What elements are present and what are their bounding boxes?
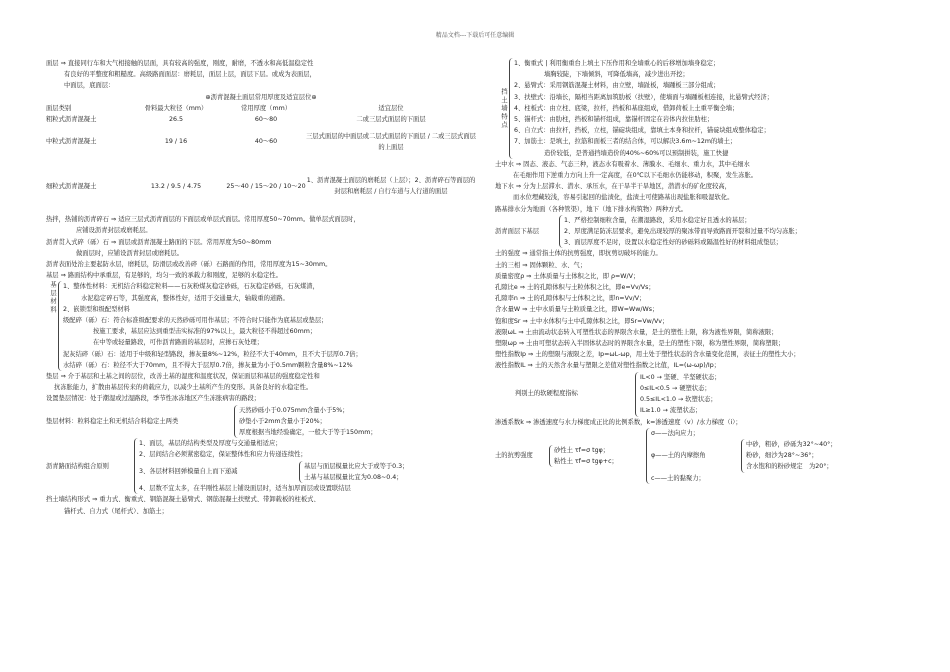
table-cell: 1、沥青混凝土面层的磨耗层（上层）；2、沥青碎石等面层的封层和磨耗层 / 自行车道与人行道的面层 [306,177,476,196]
paragraph-line: 抗冻胀能力，扩散由基层传来的荷载应力，以减少土基所产生的变形。具备良好的水稳定性。 [54,384,313,392]
list-item: 造价较低，是普通挡墙造价的40%~60%可以预制拼装，施工快捷 [544,149,729,157]
list-item: 粘性土 τf=σ tgφ+c； [554,457,618,465]
list-item: 1、衡重式 | 利用衡重台上填土下压作用和全墙重心的后移增加墙身稳定； [514,60,720,67]
soil-property-line: 塑性指数Ip ⇒ 土的塑限与液限之差，Ip=ωL-ωp，用土处于塑性状态的含水量变化范围，表征土的塑性大小； [495,351,800,359]
plasticity-block [495,372,915,417]
list-item: c——土的黏聚力； [651,474,705,482]
soil-property-line: 液性指数IL ⇒ 土的天然含水量与塑限之差值对塑性指数之比值，IL=(ω-ωp)/Ip； [495,362,721,370]
paragraph-line: 在毛细作用下逆重力方向上升一定高度，在0℃以下毛细水仍能移动，积聚，发生冻胀。 [513,172,758,180]
soil-property-line: 塑限ωp ⇒ 土由可塑状态转入半固体状态时的界限含水量，是土的塑性下限，称为塑性界限，简称塑限； [495,340,785,348]
paragraph-line: 热拌，热铺的沥青碎石 ⇒ 适应三层式沥青面层的下面层或单层式面层。常用厚度50~70mm。做单层式面层时， [46,216,360,224]
paragraph-line: 土中水 ⇒ 固态、液态、气态三种，液态水有吸着水、薄膜水、毛细水、重力水，其中毛细水 [495,160,750,168]
list-item-text: φ——土的内摩擦角 [651,452,706,460]
paragraph-line: 路基排水分为地面（各种管渠），地下（地下排水构筑物）两种方式。 [495,205,688,213]
list-item: 0.5≤IL<1.0 → 软塑状态； [640,396,717,404]
list-item: 0≤IL<0.5 → 硬塑状态； [640,384,711,392]
list-item: σ——法向应力； [651,429,700,437]
left-column [46,58,476,517]
shear-formula-list [549,445,646,467]
intro-line: 中面层，底面层： [64,82,115,90]
table-row [46,158,476,214]
list-item: 含水饱和的粉砂规定 为20°； [746,463,833,471]
list-item: 基层与面层模量比应大于或等于0.3； [304,462,409,470]
list-item: 在中等或轻量路段，可作沥青路面的基层时，应掺石灰处理； [93,339,264,347]
table-title: ⊕沥青混凝土面层常用厚度及适宜层位⊕ [205,93,317,101]
plasticity-label: 判别土的软硬程度指标 [515,390,578,398]
list-item: 7、加筋土：是填土，拉筋和面板三者的结合体，可以解决3.6m~12m的墙土； [514,138,737,146]
list-item: 土基与基层模量比宜为0.08~0.4； [304,473,403,481]
paragraph-line: 地下水 ⇒ 分为上层滞水、潜水、承压水，在干旱半干旱地区，潜潜水的矿化度较高， [495,183,731,191]
list-item [139,461,476,483]
list-item: 2、嵌锁型和级配型材料 [63,305,130,313]
retaining-wall-label: 挡土墙特点 [500,87,507,130]
list-item: 泥灰结碎（砾）石：适用于中级和轻型路段，掺灰量8%~12%，粒径不大于40mm，且不大于层厚0.7倍； [63,350,362,358]
shear-variable-list [646,428,915,484]
table-row [46,125,476,158]
list-item: 1、严格控制细粒含量，在潮湿路段，采用水稳定好且透水的基层； [564,216,751,224]
right-column [495,58,915,484]
list-item: 2、层间结合必须紧密稳定，保证整体性和应力传递连续性； [139,451,307,459]
friction-angle-list [741,439,837,473]
table-header-cell: 面层类别 [46,104,72,112]
table-header-cell: 常用厚度（mm） [240,104,292,112]
cushion-material-list [234,405,377,439]
list-item: 3、扶壁式：沿墙长，隔相当距离加筑肋板（扶壁），使墙面与墙踵板相连接，比悬臂式经济； [514,93,774,101]
table-cell: 三层式面层的中面层或二层式面层的下面层 / 二或三层式面层的上面层 [306,132,476,151]
table-cell: 19 / 16 [164,138,188,146]
table-cell: 13.2 / 9.5 / 4.75 [150,182,202,190]
paragraph-line: 垫层 ⇒ 介于基层和土基之间的层位，改善土基的湿度和温度状况，保证面层和基层的强度稳定性和 [46,373,320,381]
table-cell: 粗粒式沥青混凝土 [46,116,97,124]
structure-principle-block [46,438,476,494]
list-item: 2、悬臂式：采用钢筋混凝土材料，由立壁，墙趾板，墙踵板三部分组成； [514,82,720,90]
list-item: 水结碎（砾）石：粒径不大于70mm，且不得大于层厚0.7倍，掺灰量为小于0.5mm颗粒含量8%~12% [63,361,353,369]
table-cell: 中粒式沥青混凝土 [46,138,97,146]
list-item: 中砂，粗砂，砂砾为32°~40°； [746,440,837,448]
asphalt-base-label: 沥青面层下基层 [495,228,540,236]
list-item: IL≥1.0 → 流塑状态； [640,407,702,415]
paragraph-line: 锚杆式、自力式（尾杆式）、加筋土； [64,507,168,515]
list-item: 级配碎（砾）石：符合标准级配要求的天然砂砾可用作基层；不符合时只能作为底基层或垫层； [63,317,328,325]
list-item: 4、层数不宜太多，在半刚性基层上铺设面层时，适当加厚面层或设置联结层 [139,485,351,493]
cushion-material-block [46,405,476,439]
table-cell: 26.5 [168,116,184,124]
asphalt-base-block [495,215,915,249]
paragraph-line: 做面层时，应铺设沥青封层或磨耗层。 [76,249,184,257]
soil-property-line: 含水量W ⇒ 土中水质量与土粒质量之比，即W=Ww/Ws； [495,306,659,314]
list-item: 天然砂砾小于0.075mm含量小于5%； [239,406,349,414]
list-item: 墙胸较陡，下墙倾斜，可降低墙高，减少进出开挖； [544,71,689,79]
table-row [46,114,476,125]
soil-property-line: 液限ωL ⇒ 土由流动状态转入可塑性状态的界限含水量，是土的塑性上限，称为液性界限，简称液限； [495,328,778,336]
intro-line: 面层 ⇒ 直接同行车和大气相接触的层面，具有较高的强度，刚度，耐磨，不透水和高低温稳定性 [46,60,314,67]
paragraph-line: 沥青表面处治主要起防水层，磨耗层，防滑层或改善碎（砾）石路面的作用，常用厚度为15~30mm。 [46,261,332,269]
list-item: 6、自立式：由拉杆，挡板，立柱，锚碇块组成，靠填土本身和拉杆，锚碇块组成整体稳定； [514,127,770,135]
base-material-list [58,281,476,371]
table-header-cell: 骨料最大粒径（mm） [144,104,208,112]
modulus-ratio-list [299,461,408,483]
base-material-block [46,281,476,371]
permeability-line: 渗透系数k ⇒ 渗透速度与水力梯度成正比的比例系数，k=渗透速度（v）/水力梯度（i）； [495,418,742,426]
list-item: 砂垫小于2mm含量小于20%； [239,417,326,425]
table-header-cell: 适宜层位 [378,104,404,112]
soil-property-line: 孔隙率n ⇒ 土的孔隙体积与土体积之比，即n=Vv/V； [495,295,646,303]
list-item: IL<0 → 坚硬、半坚硬状态； [640,373,721,381]
table-cell: 二或三层式面层的下面层 [356,116,426,124]
list-item: 水泥稳定碎石等，其强度高，整体性好，适用于交通量大，轴载重的道路。 [81,294,289,302]
list-item-text: 3、各层材料回弹模量自上而下递减 [139,468,238,476]
asphalt-base-list [559,215,915,249]
paragraph-line: 沥青贯入式碎（砾）石 ⇒ 面层或沥青混凝土路面的下层。常用厚度为50~80mm [46,238,272,246]
paragraph-line: 设置垫层情况：处于潮湿或过湿路段，季节性冰冻地区产生冻胀病害的路段； [46,395,261,403]
structure-principle-list [134,438,476,494]
soil-property-line: 饱和度Sr ⇒ 土中水体积与土中孔隙体积之比，即Sr=Vw/Vv； [495,317,669,325]
shear-strength-block [495,428,915,484]
list-item [651,439,915,473]
base-material-label: 基层材料 [49,281,56,315]
list-item: 粉砂，细沙为28°~36°； [746,452,818,460]
list-item: 1、整体性材料：无机结合料稳定粒料——石灰粉煤灰稳定砂砾，石灰稳定砂砾，石灰煤渣， [63,283,319,291]
paragraph-line: 而水位埋藏较浅，容易引起回的盐渍化，盐渍土可使路基出现盐胀和吸湿软化。 [513,194,734,202]
table-cell: 25～40 / 15～20 / 10～20 [226,182,306,190]
list-item: 5、锚杆式：由肋柱，挡板和锚杆组成，靠锚杆固定在岩体内拉住肋柱； [514,116,714,124]
soil-property-line: 土的强度 ⇒ 通常指土体的抗剪强度，即抗剪切破坏的能力。 [495,250,662,258]
structure-principle-label: 沥青路面结构组合原则 [46,462,109,470]
paragraph-line: 应铺设沥青封层或磨耗层。 [76,227,152,235]
retaining-wall-block [495,58,915,159]
table-cell: 40～60 [254,138,278,146]
plasticity-list [635,372,721,417]
soil-property-line: 孔隙比e ⇒ 土的孔隙体积与土粒体积之比，即e=Vv/Vs； [495,284,655,292]
retaining-wall-list [509,58,915,159]
list-item: 3、面层厚度不足时，设置以水稳定性好的砂砾料或隔温性好的材料组成垫层； [564,239,783,247]
table-header [46,103,476,114]
shear-strength-label: 土的抗剪强度 [495,452,533,460]
paragraph-line: 挡土墙结构形式 ⇒ 重力式、衡重式、钢筋混凝土悬臂式、钢筋混凝土扶壁式、带卸载板的柱板式、 [46,496,320,504]
intro-line: 有良好的平整度和粗糙度。高级路面面层：磨耗层，面层上层，面层下层。或成为表面层， [64,71,316,79]
table-cell: 细粒式沥青混凝土 [46,182,97,190]
cushion-material-label: 垫层材料：粒料稳定土和无机结合料稳定土两类 [46,417,179,425]
paragraph-line: 基层 ⇒ 路面结构中承重层，有足够的，均匀一致的承载力和刚度，足够的水稳定性。 [46,272,282,280]
soil-property-line: 土的三相 ⇒ 固体颗粒、水、气； [495,261,587,269]
soil-property-line: 质量密度ρ ⇒ 土体质量与土体积之比，即 ρ=W/V； [495,272,640,280]
table-cell: 60～80 [254,116,278,124]
list-item: 1、面层，基层的结构类型及厚度与交通量相适应； [139,440,282,448]
list-item: 4、柱板式：由立柱、底梁，拉杆，挡板和基座组成，借卸荷板上土重平衡全墙； [514,104,739,112]
list-item: 按施工要求，基层应达到重型击实标准的97%以上，最大粒径不得超过60mm； [93,328,317,336]
page-header: 精品文档---下载后可任意编辑 [435,32,515,39]
list-item: 厚度根据当地经验确定，一般大于等于150mm； [239,429,377,437]
list-item: 2、厚度满足防冻层要求，避免出现较厚的聚冰带而导致路面开裂和过量不均匀冻胀； [564,228,801,236]
list-item: 砂性土 τf=σ tgφ； [554,446,610,454]
